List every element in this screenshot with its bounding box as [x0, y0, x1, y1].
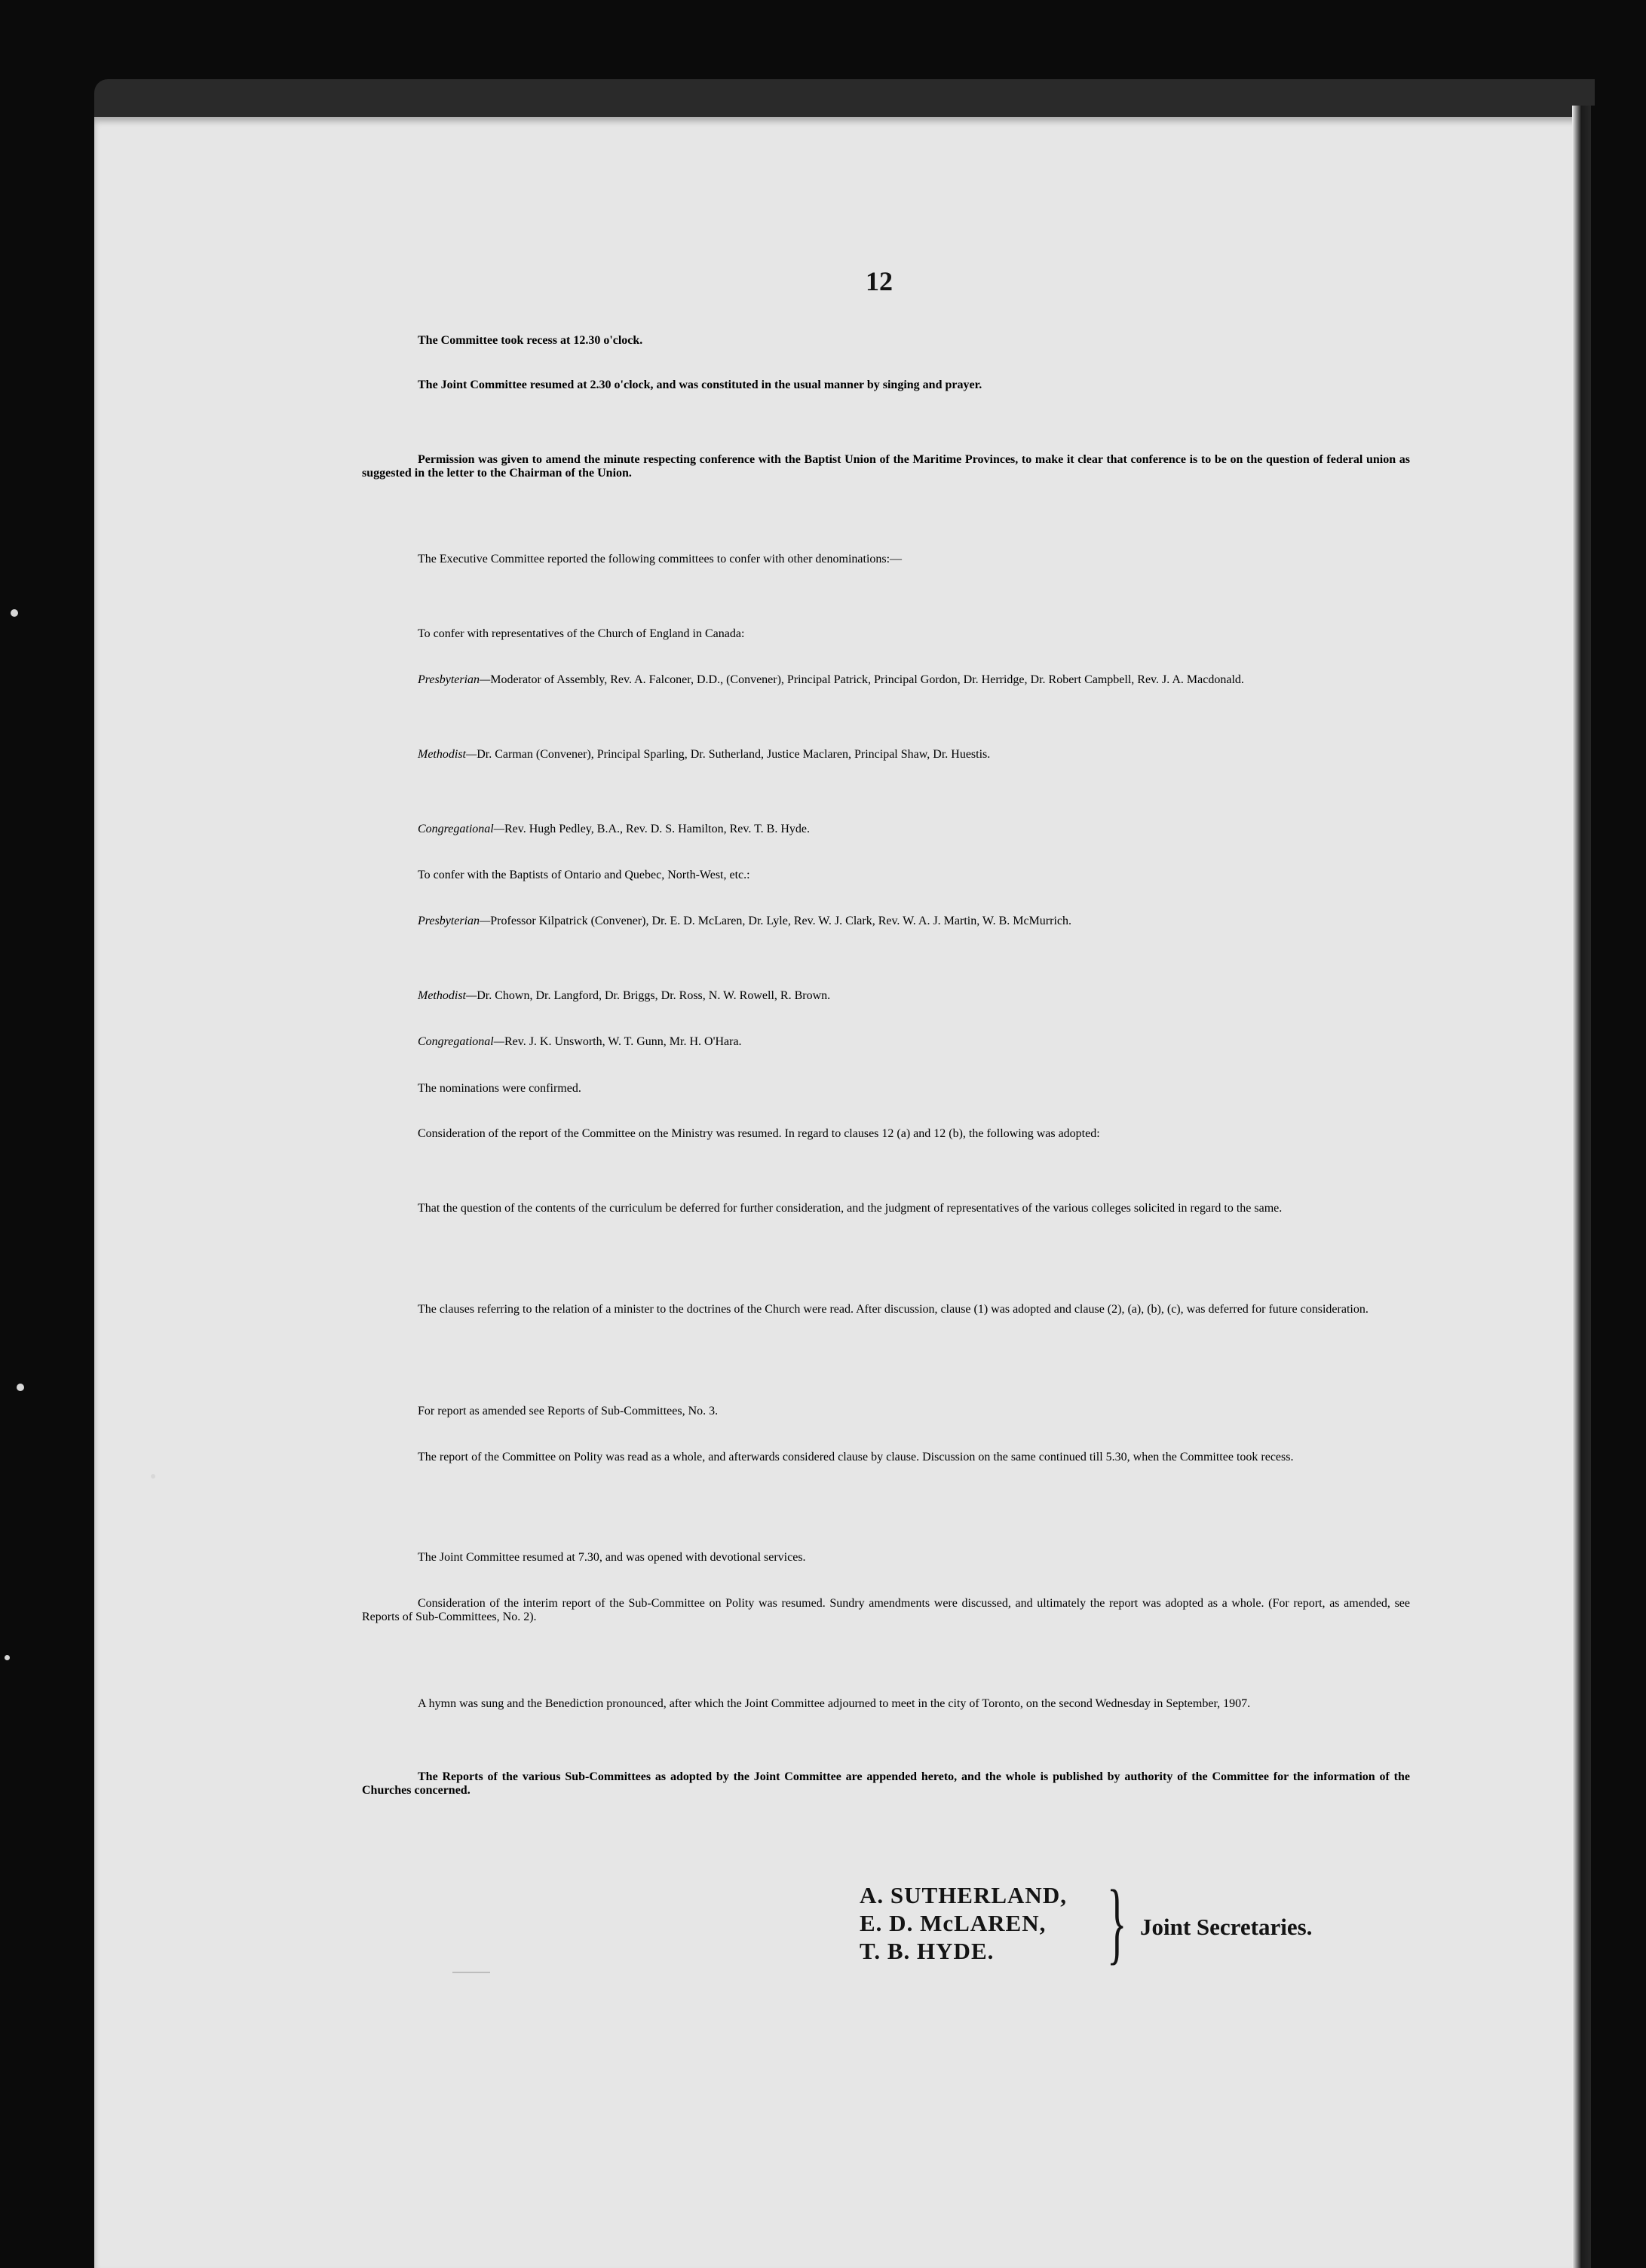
committee-members: Rev. Hugh Pedley, B.A., Rev. D. S. Hamilton, Rev. T. B. Hyde. — [504, 823, 810, 835]
paragraph-clauses: The clauses referring to the relation of a minister to the doctrines of the Church were read. After discussion, clause (1) was adopted and clause (2), (a), (b), (c), was deferred for future consideration. — [418, 1303, 1369, 1316]
paragraph-polity: The report of the Committee on Polity was read as a whole, and afterwards considered clause by clause. Discussion on the same continued till 5.30, when the Committee took recess. — [418, 1451, 1294, 1463]
signatory-name: A. SUTHERLAND, — [860, 1882, 1067, 1908]
denomination-label: Presbyterian— — [418, 915, 491, 927]
committee-members: Dr. Carman (Convener), Principal Sparling, Dr. Sutherland, Justice Maclaren, Principal Shaw, Dr. Huestis. — [477, 748, 991, 761]
denomination-label: Congregational— — [418, 1035, 504, 1048]
denomination-label: Methodist— — [418, 989, 477, 1002]
brace-glyph: } — [1107, 1871, 1127, 1973]
paragraph-ministry: Consideration of the report of the Committee on the Ministry was resumed. In regard to clauses 12 (a) and 12 (b), the following was adopted: — [418, 1127, 1100, 1140]
committee-anglican-methodist — [362, 748, 1410, 762]
page-number: 12 — [866, 266, 893, 296]
committee-baptist-congregational — [362, 1035, 1410, 1049]
committee-anglican-presbyterian — [362, 673, 1410, 687]
committee-members: Rev. J. K. Unsworth, W. T. Gunn, Mr. H. O'Hara. — [504, 1035, 742, 1048]
signatory-title: Joint Secretaries. — [1140, 1914, 1313, 1940]
divider — [452, 1972, 490, 1973]
denomination-label: Presbyterian— — [418, 673, 491, 686]
denomination-label: Methodist— — [418, 748, 477, 761]
paragraph-resumed: The Joint Committee resumed at 2.30 o'clock, and was constituted in the usual manner by singing and prayer. — [418, 379, 982, 391]
committee-members: Professor Kilpatrick (Convener), Dr. E. D. McLaren, Dr. Lyle, Rev. W. J. Clark, Rev. W. A. J. Martin, W. B. McMurrich. — [490, 915, 1071, 927]
denomination-label: Congregational— — [418, 823, 504, 835]
paragraph-interim-report: Consideration of the interim report of the Sub-Committee on Polity was resumed. Sundry amendments were discussed, and ultimately the report was adopted as a whole. (For report, as amended, see Reports of Sub-Committees, No. 2). — [362, 1597, 1410, 1623]
document-page — [94, 79, 1595, 2268]
paragraph-nominations: The nominations were confirmed. — [418, 1082, 581, 1095]
paragraph-executive: The Executive Committee reported the following committees to confer with other denominations:— — [418, 553, 903, 565]
paragraph-confer-baptist: To confer with the Baptists of Ontario and Quebec, North-West, etc.: — [418, 869, 750, 881]
paragraph-permission: Permission was given to amend the minute respecting conference with the Baptist Union of the Maritime Provinces, to make it clear that conference is to be on the question of federal union as suggested in the letter to the Chairman of the Union. — [362, 453, 1410, 480]
signatory-name: T. B. HYDE. — [860, 1938, 995, 1964]
committee-anglican-congregational — [362, 823, 1410, 836]
paragraph-confer-anglican: To confer with representatives of the Church of England in Canada: — [418, 627, 745, 640]
paragraph-report-amended: For report as amended see Reports of Sub-Committees, No. 3. — [418, 1405, 719, 1418]
committee-baptist-presbyterian — [362, 915, 1410, 928]
signatory-list — [860, 1881, 1067, 1965]
paragraph-recess: The Committee took recess at 12.30 o'clock. — [418, 334, 643, 347]
paragraph-evening-session: The Joint Committee resumed at 7.30, and was opened with devotional services. — [418, 1551, 806, 1564]
scan-border — [1591, 106, 1646, 2268]
signatory-name: E. D. McLAREN, — [860, 1910, 1047, 1936]
paragraph-publication: The Reports of the various Sub-Committees as adopted by the Joint Committee are appended hereto, and the whole is published by authority of the Committee for the information of the Churches concerned. — [362, 1770, 1410, 1797]
committee-baptist-methodist — [362, 989, 1410, 1003]
committee-members: Dr. Chown, Dr. Langford, Dr. Briggs, Dr. Ross, N. W. Rowell, R. Brown. — [477, 989, 831, 1002]
paragraph-adjournment: A hymn was sung and the Benediction pronounced, after which the Joint Committee adjourned to meet in the city of Toronto, on the second Wednesday in September, 1907. — [418, 1697, 1251, 1710]
paragraph-curriculum: That the question of the contents of the curriculum be deferred for further consideration, and the judgment of representatives of the various colleges solicited in regard to the same. — [418, 1202, 1283, 1215]
committee-members: Moderator of Assembly, Rev. A. Falconer, D.D., (Convener), Principal Patrick, Principal Gordon, Dr. Herridge, Dr. Robert Campbell, Rev. J. A. Macdonald. — [490, 673, 1244, 686]
